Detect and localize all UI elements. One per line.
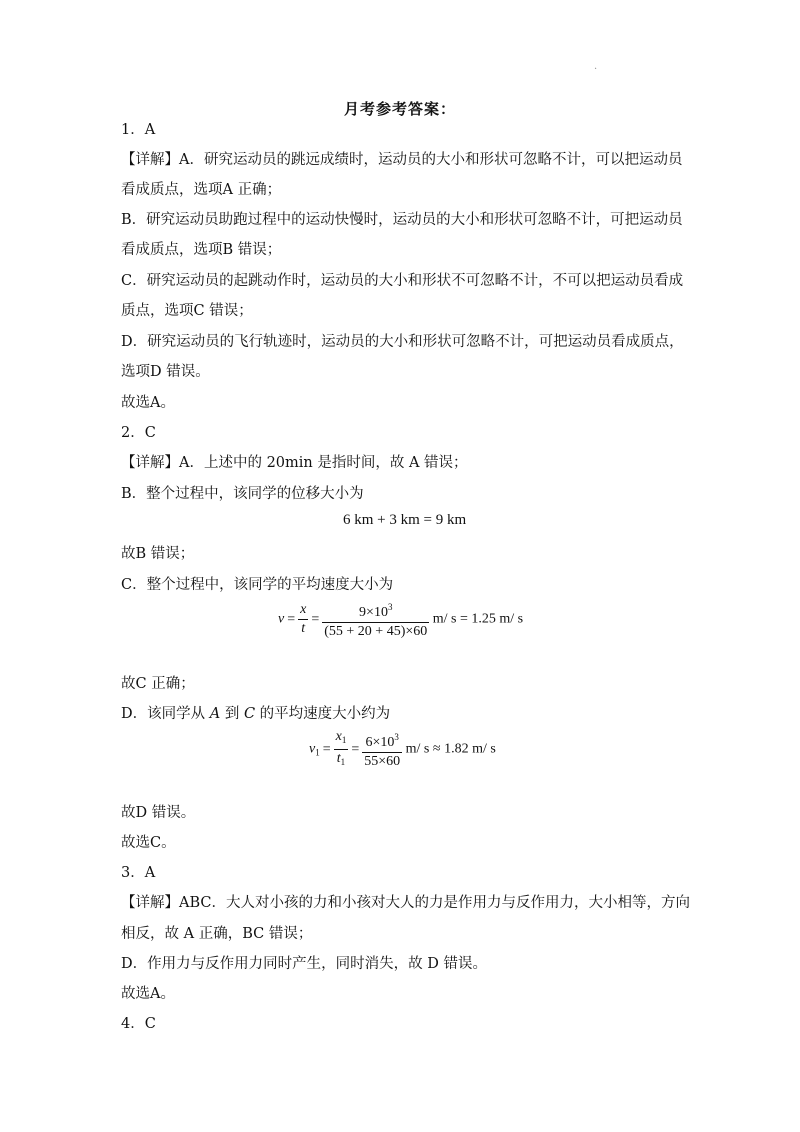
point-a: A xyxy=(209,706,221,722)
answer-4-number: 4．C xyxy=(121,1016,156,1032)
answer-1-line-8: 选项D 错误。 xyxy=(121,364,210,380)
equals-sign-2: = xyxy=(311,611,320,627)
equals-sign: = xyxy=(287,611,296,627)
equation-average-speed xyxy=(278,598,523,641)
answer-2-line-3: 故B 错误； xyxy=(121,546,195,562)
velocity-symbol: v xyxy=(309,741,316,757)
fraction-values xyxy=(322,598,429,641)
answer-3-line-1: 【详解】ABC．大人对小孩的力和小孩对大人的力是作用力与反作用力，大小相等，方向 xyxy=(121,895,690,911)
answer-1-line-2: 看成质点，选项A 正确； xyxy=(121,182,282,198)
numerator-exponent: 3 xyxy=(387,602,393,612)
answer-1-line-5: C．研究运动员的起跳动作时，运动员的大小和形状不可忽略不计，不可以把运动员看成 xyxy=(121,273,684,289)
equation-displacement: 6 km + 3 km = 9 km xyxy=(343,512,467,528)
answer-3-line-3: D．作用力与反作用力同时产生，同时消失，故 D 错误。 xyxy=(121,956,487,972)
answer-2-number: 2．C xyxy=(121,425,156,441)
answer-3-line-2: 相反，故 A 正确，BC 错误； xyxy=(121,926,313,942)
answer-1-line-3: B．研究运动员助跑过程中的运动快慢时，运动员的大小和形状可忽略不计，可把运动员 xyxy=(121,212,683,228)
denominator-value: (55 + 20 + 45)×60 xyxy=(324,624,428,639)
fraction-values: $\frac{6\times 10^3}{55\times 60}$ xyxy=(362,728,402,771)
answer-2-line-6: D．该同学从 A 到 C 的平均速度大小约为 xyxy=(121,706,391,722)
equals-sign: = xyxy=(322,741,331,757)
result-text: m/ s = 1.25 m/ s xyxy=(432,611,524,627)
equation-a-to-c-speed: $v_1$ = $\frac{x_1}{t_1}$ = $\frac{6\times 10^3}{55\times 60}$ m/ s ≈ 1.82 m/ s xyxy=(309,729,496,769)
velocity-symbol: v xyxy=(278,611,285,627)
answer-3-conclusion: 故选A。 xyxy=(121,986,175,1002)
denominator-t: t xyxy=(301,621,306,636)
corner-mark: · xyxy=(594,64,598,75)
result-text: m/ s ≈ 1.82 m/ s xyxy=(405,741,496,757)
point-c: C xyxy=(243,706,256,722)
answer-1-line-7: D．研究运动员的飞行轨迹时，运动员的大小和形状可忽略不计，可把运动员看成质点， xyxy=(121,334,684,350)
answer-1-line-4: 看成质点，选项B 错误； xyxy=(121,242,282,258)
fraction-x-over-t xyxy=(298,601,308,638)
numerator-value: 9×10 xyxy=(359,605,388,620)
equals-sign-2: = xyxy=(351,741,360,757)
answer-2-line-5: 故C 正确； xyxy=(121,676,195,692)
answer-1-number: 1．A xyxy=(121,122,156,138)
numerator-x: x xyxy=(300,602,307,617)
answer-2-conclusion: 故选C。 xyxy=(121,835,176,851)
answer-2-line-1: 【详解】A．上述中的 20min 是指时间，故 A 错误； xyxy=(121,455,468,471)
page-title: 月考参考答案： xyxy=(343,100,456,118)
answer-2-line-7: 故D 错误。 xyxy=(121,805,196,821)
answer-1-line-6: 质点，选项C 错误； xyxy=(121,303,253,319)
answer-1-line-1: 【详解】A．研究运动员的跳远成绩时，运动员的大小和形状可忽略不计，可以把运动员 xyxy=(121,152,683,168)
fraction-x1-over-t1: $\frac{x_1}{t_1}$ xyxy=(335,729,347,767)
answer-3-number: 3．A xyxy=(121,865,156,881)
answer-1-conclusion: 故选A。 xyxy=(121,395,175,411)
answer-2-line-4: C．整个过程中，该同学的平均速度大小为 xyxy=(121,577,394,593)
answer-2-line-2: B．整个过程中，该同学的位移大小为 xyxy=(121,486,364,502)
